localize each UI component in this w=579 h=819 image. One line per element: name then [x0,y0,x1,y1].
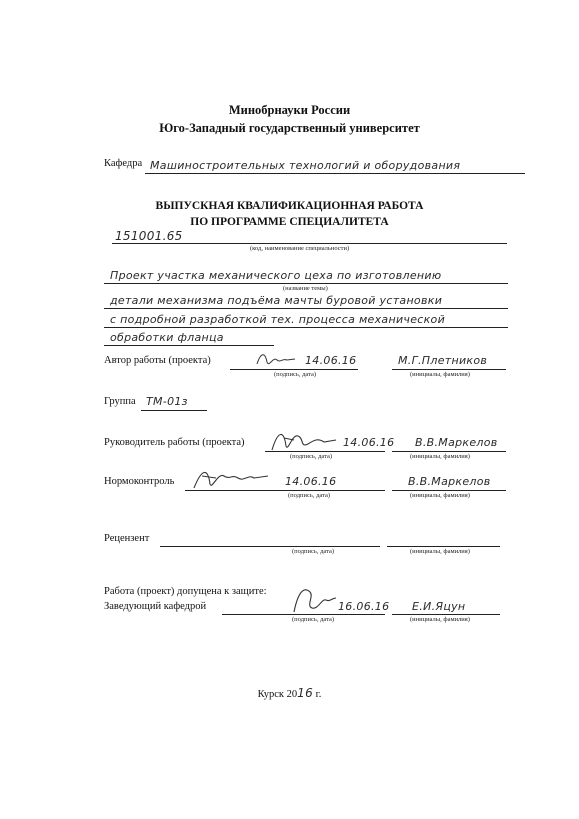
head-date: 16.06.16 [338,600,390,613]
group-label: Группа [104,396,136,407]
department-value: Машиностроительных технологий и оборудования [150,159,461,172]
supervisor-name: В.В.Маркелов [415,436,498,449]
normcontrol-label: Нормоконтроль [104,476,175,487]
university-name: Юго-Западный государственный университет [159,121,420,135]
supervisor-name-line [392,451,506,452]
ministry-name: Минобрнауки России [228,103,351,117]
author-signature [255,350,297,370]
year-g: г. [313,689,322,700]
topic-caption: (название темы) [283,285,328,292]
author-name: М.Г.Плетников [398,354,488,367]
head-name-line [392,614,500,615]
year-suffix: 16 [297,686,314,700]
topic-line4: обработки фланца [110,331,224,344]
head-name-caption: (инициалы, фамилия) [410,616,470,623]
author-name-caption: (инициалы, фамилия) [410,371,470,378]
topic-line2: детали механизма подъёма мачты буровой установки [110,294,443,307]
specialty-code: 151001.65 [115,229,183,243]
topic-line1: Проект участка механического цеха по изготовлению [110,269,442,282]
supervisor-sign-caption: (подпись, дата) [290,453,333,460]
reviewer-sign-line [160,546,380,547]
reviewer-label: Рецензент [104,533,150,544]
supervisor-name-caption: (инициалы, фамилия) [410,453,470,460]
supervisor-date: 14.06.16 [343,436,395,449]
head-signature [290,586,338,616]
group-value: ТМ-01з [146,395,188,408]
normcontrol-signature [192,466,270,492]
normcontrol-name-line [392,490,506,491]
author-name-line [392,369,506,370]
city-year [0,686,579,700]
topic-underline-3 [104,327,508,328]
city-year-prefix: Курск 20 [257,689,298,700]
supervisor-label: Руководитель работы (проекта) [104,437,245,448]
topic-underline-1 [104,283,508,284]
topic-underline-4 [104,345,274,346]
specialty-caption: (код, наименование специальности) [250,245,350,252]
group-underline [141,410,207,411]
normcontrol-name: В.В.Маркелов [408,475,491,488]
reviewer-name-line [387,546,500,547]
supervisor-signature [270,428,340,454]
reviewer-name-caption: (инициалы, фамилия) [410,548,470,555]
normcontrol-date: 14.06.16 [285,475,337,488]
author-label: Автор работы (проекта) [104,355,211,366]
work-title-line2: ПО ПРОГРАММЕ СПЕЦИАЛИТЕТА [190,216,389,228]
specialty-underline [112,243,507,244]
author-date: 14.06.16 [305,354,357,367]
head-name: Е.И.Яцун [412,600,466,613]
reviewer-sign-caption: (подпись, дата) [292,548,335,555]
normcontrol-name-caption: (инициалы, фамилия) [410,492,470,499]
topic-line3: с подробной разработкой тех. процесса механической [110,313,446,326]
normcontrol-sign-caption: (подпись, дата) [288,492,331,499]
work-title-line1: ВЫПУСКНАЯ КВАЛИФИКАЦИОННАЯ РАБОТА [155,200,424,212]
head-of-department-label: Заведующий кафедрой [104,601,207,612]
department-underline [145,173,525,174]
defense-admitted-text: Работа (проект) допущена к защите: [104,586,267,597]
topic-underline-2 [104,308,508,309]
head-sign-caption: (подпись, дата) [292,616,335,623]
department-label: Кафедра [104,158,143,169]
author-sign-caption: (подпись, дата) [274,371,317,378]
